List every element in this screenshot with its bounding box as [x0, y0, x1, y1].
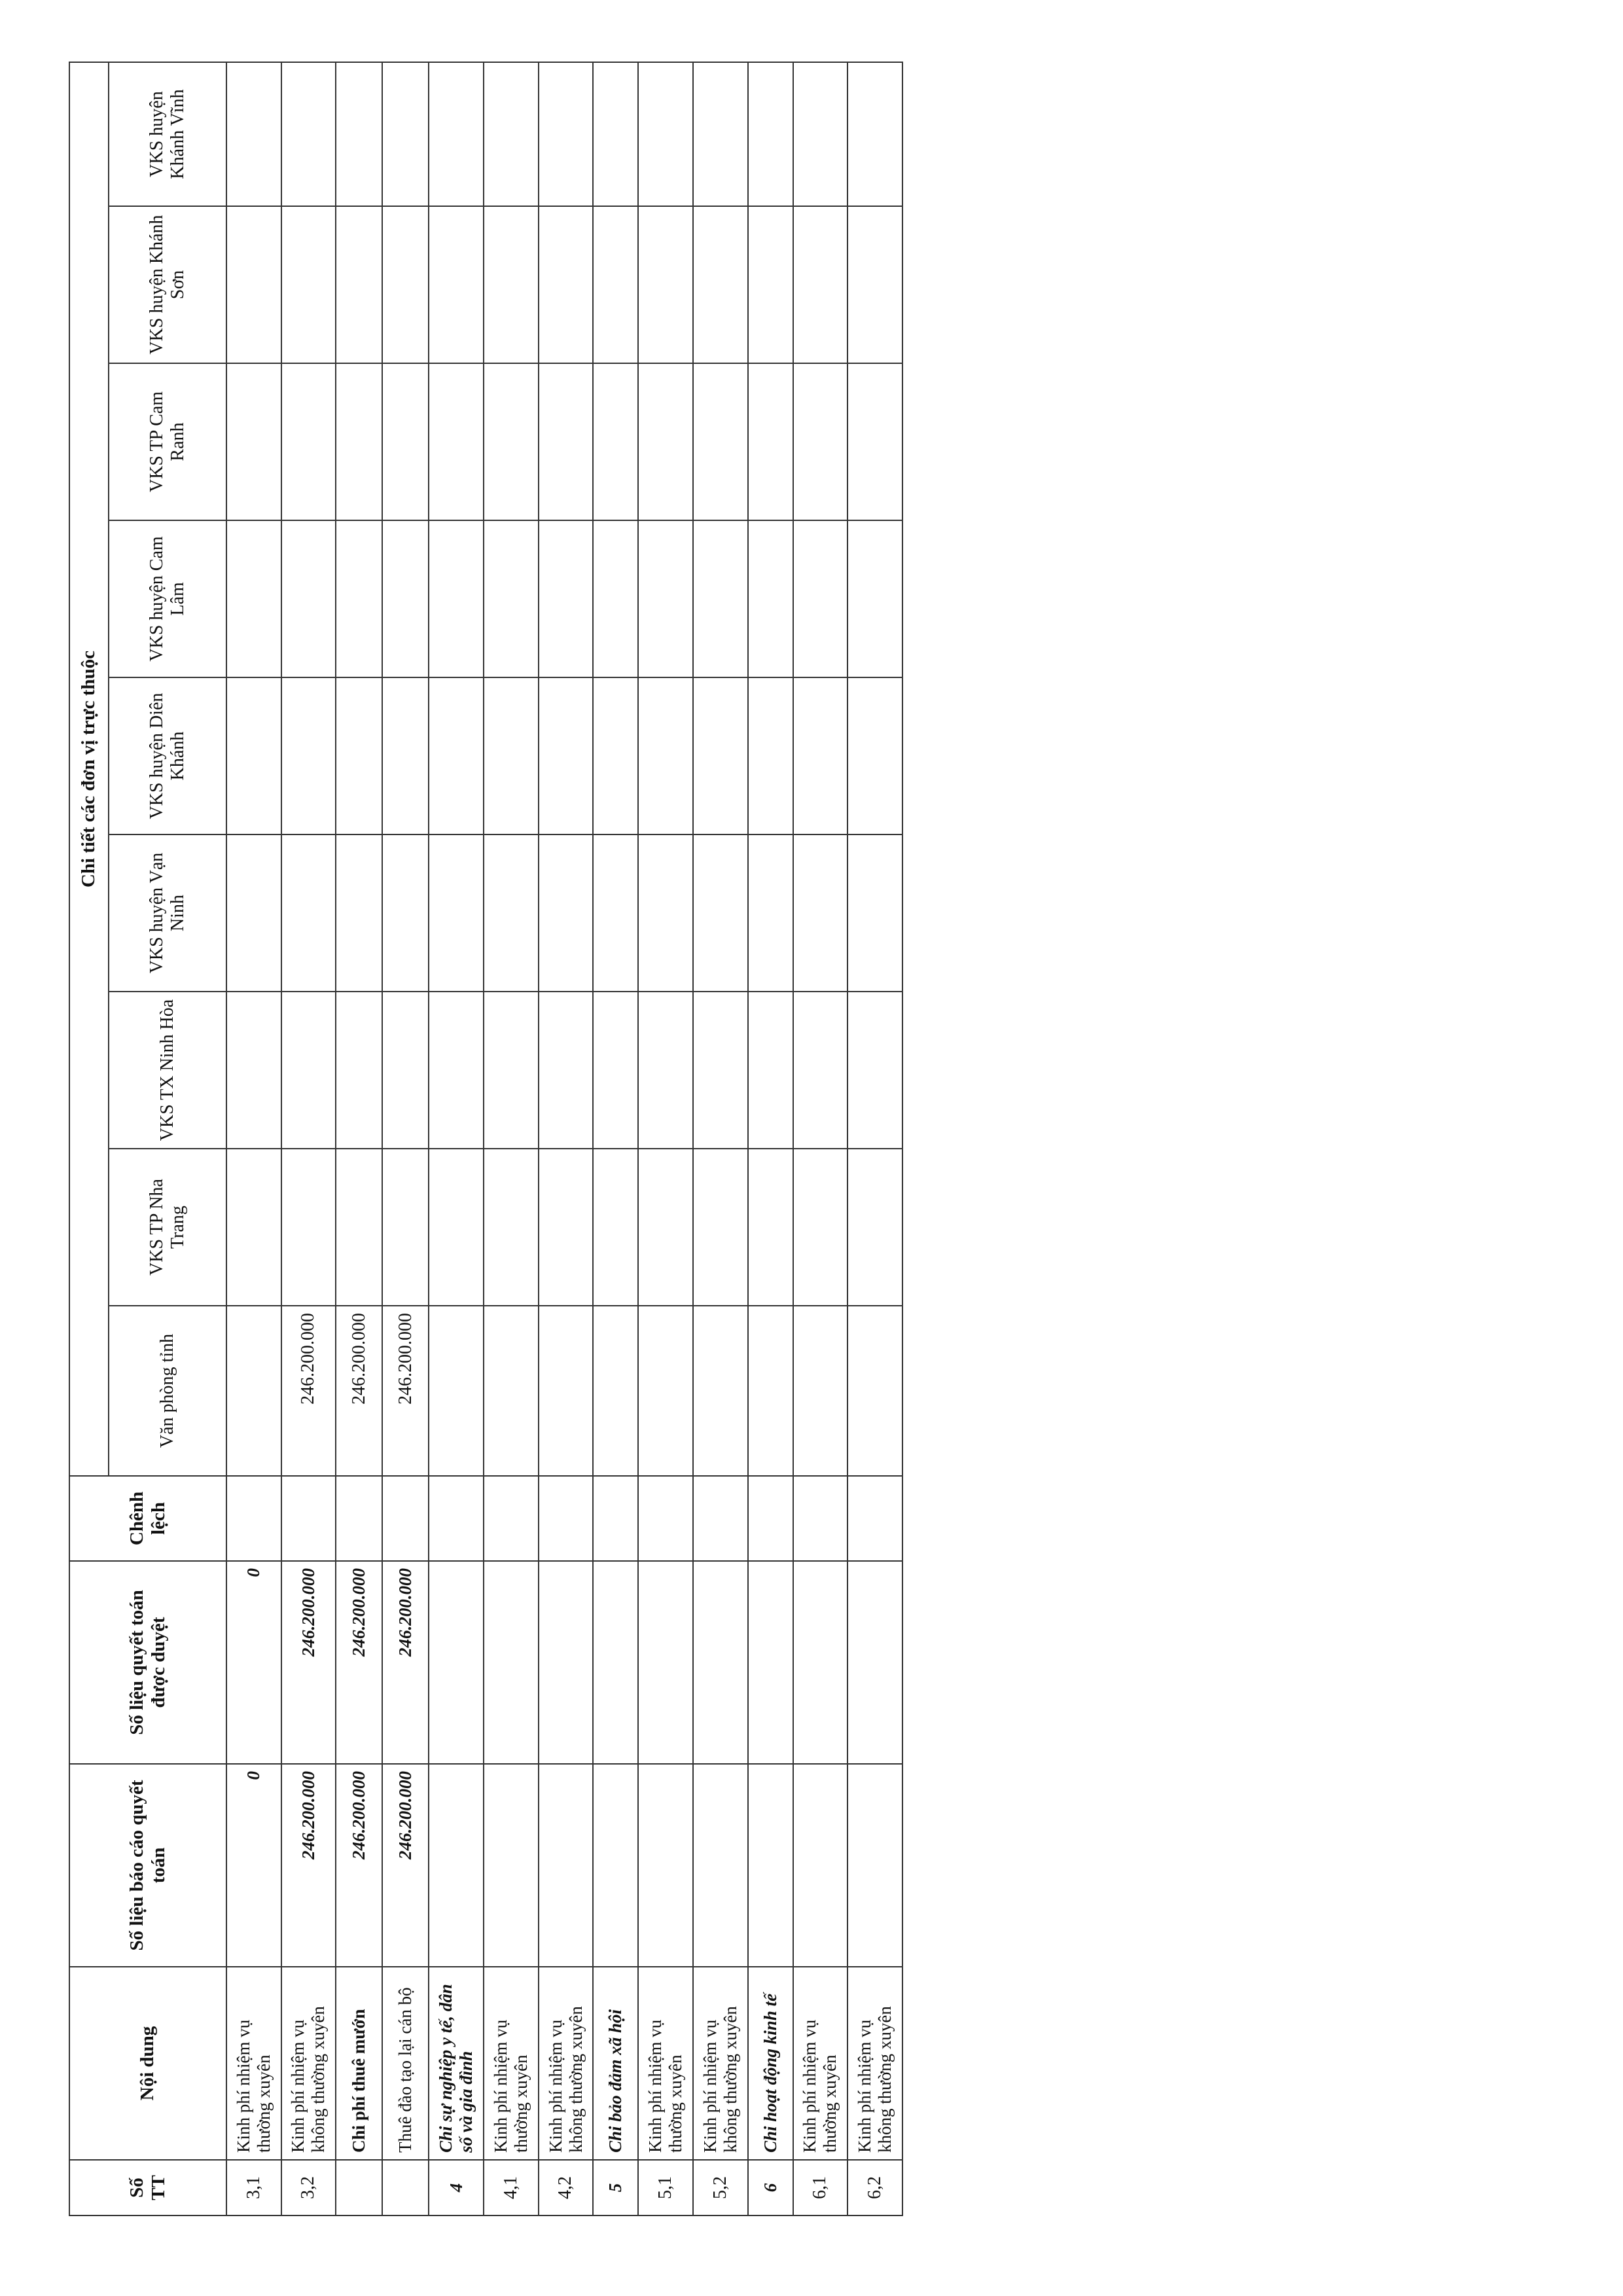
empty-cell — [226, 834, 281, 992]
row-bao-cao — [539, 1764, 594, 1967]
row-duoc-duyet: 0 — [226, 1561, 281, 1764]
row-chenh-lech — [748, 1476, 793, 1561]
header-noi-dung: Nội dung — [69, 1967, 226, 2160]
empty-cell — [226, 62, 281, 206]
empty-cell — [693, 992, 748, 1149]
empty-cell — [847, 992, 902, 1149]
empty-cell — [793, 62, 848, 206]
table-row — [429, 62, 484, 2215]
empty-cell — [847, 206, 902, 363]
header-unit-van-phong: Văn phòng tỉnh — [109, 1306, 226, 1476]
row-stt: 3,2 — [281, 2160, 336, 2215]
empty-cell — [593, 1149, 638, 1306]
empty-cell — [847, 62, 902, 206]
empty-cell — [847, 1149, 902, 1306]
row-bao-cao: 246.200.000 — [336, 1764, 382, 1967]
row-stt: 5 — [593, 2160, 638, 2215]
empty-cell — [484, 206, 539, 363]
header-unit-khanh-son: VKS huyện Khánh Sơn — [109, 206, 226, 363]
empty-cell — [748, 992, 793, 1149]
empty-cell — [693, 1149, 748, 1306]
row-van-phong: 246.200.000 — [281, 1306, 336, 1476]
empty-cell — [382, 520, 429, 677]
row-duoc-duyet — [693, 1561, 748, 1764]
row-content: Kinh phí nhiệm vụ thường xuyên — [638, 1967, 693, 2160]
row-stt: 6 — [748, 2160, 793, 2215]
row-stt: 4 — [429, 2160, 484, 2215]
table-row — [336, 62, 382, 2215]
row-content: Kinh phí nhiệm vụ thường xuyên — [226, 1967, 281, 2160]
row-chenh-lech — [539, 1476, 594, 1561]
table-row — [539, 62, 594, 2215]
empty-cell — [484, 520, 539, 677]
budget-detail-table — [69, 62, 903, 2216]
empty-cell — [429, 1149, 484, 1306]
row-duoc-duyet — [748, 1561, 793, 1764]
row-stt: 5,2 — [693, 2160, 748, 2215]
row-content: Kinh phí nhiệm vụ thường xuyên — [484, 1967, 539, 2160]
row-bao-cao — [638, 1764, 693, 1967]
empty-cell — [336, 206, 382, 363]
row-chenh-lech — [847, 1476, 902, 1561]
row-van-phong — [593, 1306, 638, 1476]
row-chenh-lech — [793, 1476, 848, 1561]
row-chenh-lech — [226, 1476, 281, 1561]
row-content: Chi bảo đảm xã hội — [593, 1967, 638, 2160]
row-duoc-duyet — [484, 1561, 539, 1764]
empty-cell — [226, 520, 281, 677]
row-van-phong — [429, 1306, 484, 1476]
empty-cell — [638, 62, 693, 206]
row-bao-cao: 246.200.000 — [382, 1764, 429, 1967]
row-bao-cao: 0 — [226, 1764, 281, 1967]
empty-cell — [484, 834, 539, 992]
empty-cell — [429, 677, 484, 834]
empty-cell — [281, 834, 336, 992]
row-van-phong — [693, 1306, 748, 1476]
table-row — [484, 62, 539, 2215]
empty-cell — [539, 62, 594, 206]
empty-cell — [847, 834, 902, 992]
empty-cell — [693, 62, 748, 206]
empty-cell — [638, 1149, 693, 1306]
empty-cell — [336, 363, 382, 520]
row-van-phong — [847, 1306, 902, 1476]
empty-cell — [226, 206, 281, 363]
empty-cell — [539, 1149, 594, 1306]
empty-cell — [847, 363, 902, 520]
header-bao-cao: Số liệu báo cáo quyết toán — [69, 1764, 226, 1967]
empty-cell — [382, 834, 429, 992]
table-row — [226, 62, 281, 2215]
row-content: Thuê đào tạo lại cán bộ — [382, 1967, 429, 2160]
empty-cell — [847, 677, 902, 834]
header-unit-ninh-hoa: VKS TX Ninh Hòa — [109, 992, 226, 1149]
row-van-phong — [638, 1306, 693, 1476]
empty-cell — [281, 1149, 336, 1306]
empty-cell — [382, 363, 429, 520]
empty-cell — [748, 834, 793, 992]
row-stt: 5,1 — [638, 2160, 693, 2215]
empty-cell — [226, 1149, 281, 1306]
empty-cell — [593, 363, 638, 520]
row-bao-cao — [593, 1764, 638, 1967]
empty-cell — [281, 206, 336, 363]
empty-cell — [484, 677, 539, 834]
empty-cell — [748, 206, 793, 363]
row-duoc-duyet: 246.200.000 — [281, 1561, 336, 1764]
row-van-phong — [226, 1306, 281, 1476]
empty-cell — [847, 520, 902, 677]
row-content: Kinh phí nhiệm vụ không thường xuyên — [281, 1967, 336, 2160]
empty-cell — [336, 62, 382, 206]
row-bao-cao — [793, 1764, 848, 1967]
empty-cell — [429, 834, 484, 992]
header-duoc-duyet: Số liệu quyết toán được duyệt — [69, 1561, 226, 1764]
row-stt: 4,2 — [539, 2160, 594, 2215]
empty-cell — [539, 834, 594, 992]
row-van-phong — [484, 1306, 539, 1476]
row-chenh-lech — [281, 1476, 336, 1561]
row-chenh-lech — [429, 1476, 484, 1561]
table-row — [793, 62, 848, 2215]
row-stt: 6,1 — [793, 2160, 848, 2215]
empty-cell — [638, 834, 693, 992]
table-row — [382, 62, 429, 2215]
table-row — [593, 62, 638, 2215]
table-row — [638, 62, 693, 2215]
empty-cell — [638, 520, 693, 677]
row-stt: 3,1 — [226, 2160, 281, 2215]
empty-cell — [226, 992, 281, 1149]
empty-cell — [336, 677, 382, 834]
row-content: Kinh phí nhiệm vụ không thường xuyên — [693, 1967, 748, 2160]
empty-cell — [226, 677, 281, 834]
empty-cell — [593, 677, 638, 834]
row-duoc-duyet: 246.200.000 — [382, 1561, 429, 1764]
empty-cell — [638, 677, 693, 834]
empty-cell — [539, 992, 594, 1149]
row-stt — [382, 2160, 429, 2215]
row-content: Chi hoạt động kinh tế — [748, 1967, 793, 2160]
row-duoc-duyet — [638, 1561, 693, 1764]
rotated-table-frame — [69, 63, 903, 2216]
row-stt: 6,2 — [847, 2160, 902, 2215]
row-content: Chi phí thuê mướn — [336, 1967, 382, 2160]
empty-cell — [748, 1149, 793, 1306]
row-chenh-lech — [382, 1476, 429, 1561]
empty-cell — [484, 363, 539, 520]
row-content: Kinh phí nhiệm vụ thường xuyên — [793, 1967, 848, 2160]
row-duoc-duyet — [847, 1561, 902, 1764]
empty-cell — [484, 992, 539, 1149]
row-duoc-duyet: 246.200.000 — [336, 1561, 382, 1764]
row-van-phong — [793, 1306, 848, 1476]
row-bao-cao: 246.200.000 — [281, 1764, 336, 1967]
empty-cell — [593, 62, 638, 206]
empty-cell — [593, 206, 638, 363]
table-row — [847, 62, 902, 2215]
header-unit-van-ninh: VKS huyện Vạn Ninh — [109, 834, 226, 992]
empty-cell — [793, 992, 848, 1149]
table-row — [748, 62, 793, 2215]
empty-cell — [429, 992, 484, 1149]
empty-cell — [593, 992, 638, 1149]
empty-cell — [539, 206, 594, 363]
empty-cell — [382, 992, 429, 1149]
row-duoc-duyet — [429, 1561, 484, 1764]
empty-cell — [593, 834, 638, 992]
empty-cell — [281, 677, 336, 834]
row-duoc-duyet — [593, 1561, 638, 1764]
row-van-phong — [748, 1306, 793, 1476]
row-chenh-lech — [638, 1476, 693, 1561]
empty-cell — [336, 1149, 382, 1306]
empty-cell — [638, 992, 693, 1149]
row-bao-cao — [484, 1764, 539, 1967]
row-content: Kinh phí nhiệm vụ không thường xuyên — [847, 1967, 902, 2160]
empty-cell — [429, 520, 484, 677]
header-unit-cam-lam: VKS huyện Cam Lâm — [109, 520, 226, 677]
empty-cell — [638, 206, 693, 363]
empty-cell — [382, 1149, 429, 1306]
empty-cell — [336, 520, 382, 677]
table-row — [693, 62, 748, 2215]
empty-cell — [693, 677, 748, 834]
header-unit-khanh-vinh: VKS huyện Khánh Vĩnh — [109, 62, 226, 206]
table-row — [281, 62, 336, 2215]
empty-cell — [693, 206, 748, 363]
row-bao-cao — [847, 1764, 902, 1967]
row-bao-cao — [748, 1764, 793, 1967]
empty-cell — [281, 363, 336, 520]
empty-cell — [748, 520, 793, 677]
empty-cell — [429, 363, 484, 520]
row-chenh-lech — [484, 1476, 539, 1561]
empty-cell — [638, 363, 693, 520]
row-content: Chi sự nghiệp y tế, dân số và gia đình — [429, 1967, 484, 2160]
header-unit-cam-ranh: VKS TP Cam Ranh — [109, 363, 226, 520]
row-chenh-lech — [693, 1476, 748, 1561]
header-unit-nha-trang: VKS TP Nha Trang — [109, 1149, 226, 1306]
empty-cell — [748, 62, 793, 206]
row-bao-cao — [429, 1764, 484, 1967]
empty-cell — [484, 62, 539, 206]
empty-cell — [793, 363, 848, 520]
empty-cell — [539, 677, 594, 834]
empty-cell — [281, 520, 336, 677]
row-chenh-lech — [336, 1476, 382, 1561]
empty-cell — [382, 62, 429, 206]
empty-cell — [281, 62, 336, 206]
row-van-phong: 246.200.000 — [336, 1306, 382, 1476]
row-stt — [336, 2160, 382, 2215]
row-duoc-duyet — [793, 1561, 848, 1764]
row-stt: 4,1 — [484, 2160, 539, 2215]
row-bao-cao — [693, 1764, 748, 1967]
empty-cell — [336, 834, 382, 992]
header-stt: Số TT — [69, 2160, 226, 2215]
empty-cell — [484, 1149, 539, 1306]
empty-cell — [336, 992, 382, 1149]
empty-cell — [382, 206, 429, 363]
row-van-phong — [539, 1306, 594, 1476]
empty-cell — [539, 520, 594, 677]
empty-cell — [693, 363, 748, 520]
empty-cell — [793, 206, 848, 363]
empty-cell — [226, 363, 281, 520]
empty-cell — [429, 62, 484, 206]
empty-cell — [748, 677, 793, 834]
empty-cell — [382, 677, 429, 834]
empty-cell — [748, 363, 793, 520]
empty-cell — [793, 677, 848, 834]
header-group: Chi tiết các đơn vị trực thuộc — [69, 62, 109, 1476]
empty-cell — [693, 520, 748, 677]
row-content: Kinh phí nhiệm vụ không thường xuyên — [539, 1967, 594, 2160]
empty-cell — [793, 834, 848, 992]
empty-cell — [539, 363, 594, 520]
empty-cell — [281, 992, 336, 1149]
empty-cell — [593, 520, 638, 677]
empty-cell — [793, 520, 848, 677]
row-van-phong: 246.200.000 — [382, 1306, 429, 1476]
empty-cell — [429, 206, 484, 363]
header-unit-dien-khanh: VKS huyện Diên Khánh — [109, 677, 226, 834]
empty-cell — [693, 834, 748, 992]
empty-cell — [793, 1149, 848, 1306]
header-chenh-lech: Chênh lệch — [69, 1476, 226, 1561]
row-chenh-lech — [593, 1476, 638, 1561]
row-duoc-duyet — [539, 1561, 594, 1764]
